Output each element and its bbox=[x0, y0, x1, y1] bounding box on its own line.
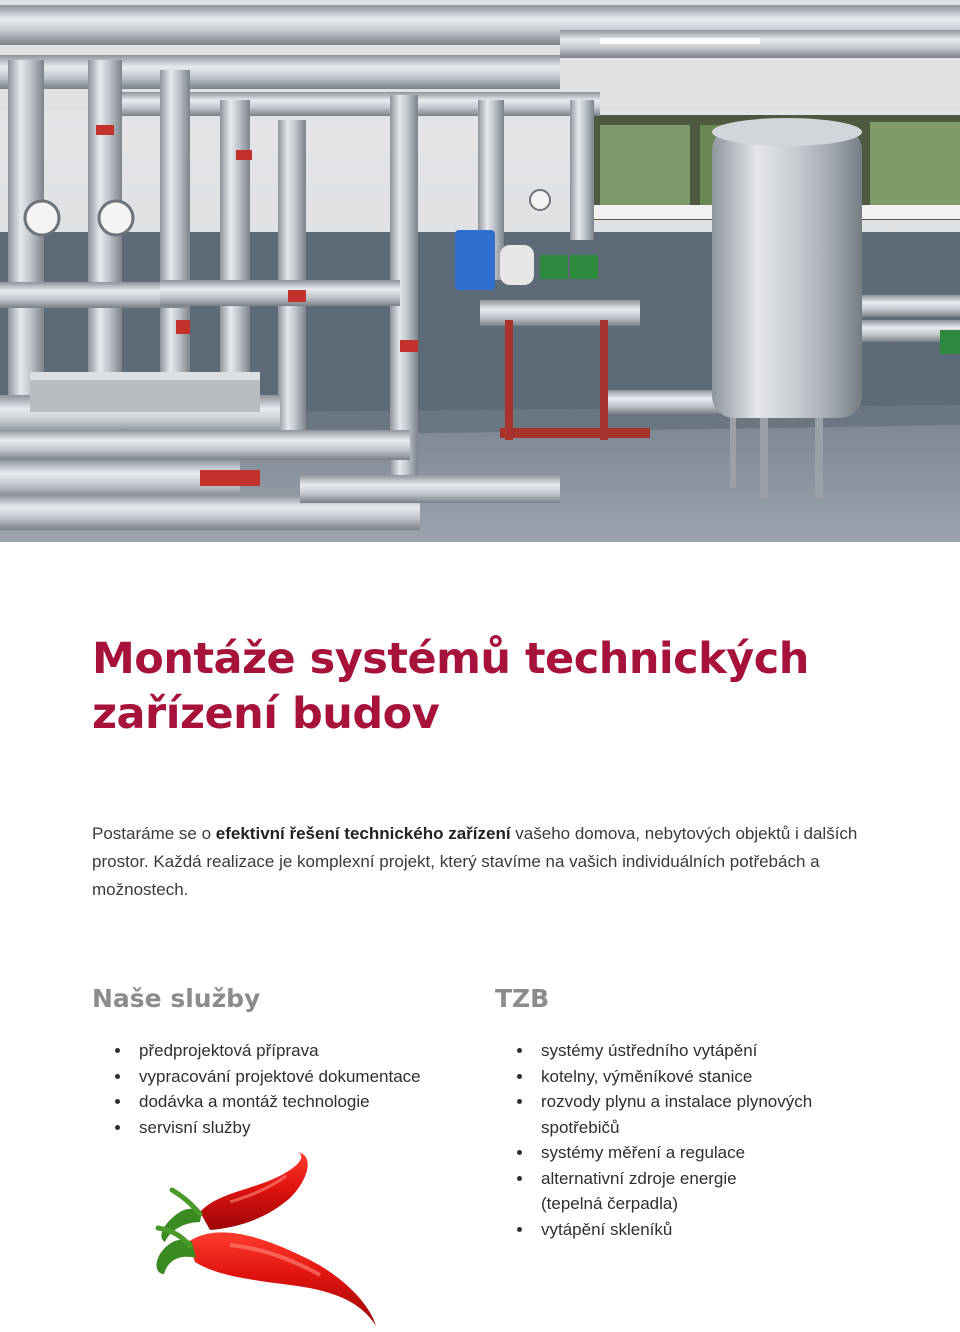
services-list bbox=[115, 1038, 421, 1140]
services-item: dodávka a montáž technologie bbox=[115, 1089, 421, 1115]
services-item: předprojektová příprava bbox=[115, 1038, 421, 1064]
chili-peppers-image bbox=[140, 1150, 380, 1330]
tzb-item: systémy měření a regulace bbox=[517, 1140, 812, 1166]
tzb-heading: TZB bbox=[495, 984, 550, 1013]
boiler-room-photo bbox=[0, 0, 960, 542]
intro-bold-text: efektivní řešení technického zařízení bbox=[215, 824, 511, 843]
tzb-item-continuation: (tepelná čerpadla) bbox=[541, 1194, 679, 1213]
services-heading: Naše služby bbox=[92, 984, 261, 1013]
tzb-item: vytápění skleníků bbox=[517, 1217, 812, 1243]
services-item: servisní služby bbox=[115, 1115, 421, 1141]
tzb-item: alternativní zdroje energie bbox=[517, 1166, 812, 1192]
title-line-1: Montáže systémů technických bbox=[92, 634, 809, 684]
page-title bbox=[92, 632, 809, 742]
tzb-item-continuation: spotřebičů bbox=[541, 1117, 620, 1137]
services-item: vypracování projektové dokumentace bbox=[115, 1064, 421, 1090]
intro-text-1: Postaráme se o bbox=[92, 824, 216, 843]
tzb-item: systémy ústředního vytápění bbox=[517, 1038, 812, 1064]
intro-paragraph bbox=[92, 820, 912, 904]
intro-text-2: vašeho domova, nebytových objektů i dalších prostor. Každá realizace je komplexní projekt, který stavíme na vašich individuálních potřebách a možnostech. bbox=[92, 824, 858, 899]
tzb-item: kotelny, výměníkové stanice bbox=[517, 1064, 812, 1090]
title-line-2: zařízení budov bbox=[92, 689, 440, 739]
tzb-list bbox=[517, 1038, 812, 1242]
tzb-item: rozvody plynu a instalace plynových bbox=[517, 1089, 812, 1115]
